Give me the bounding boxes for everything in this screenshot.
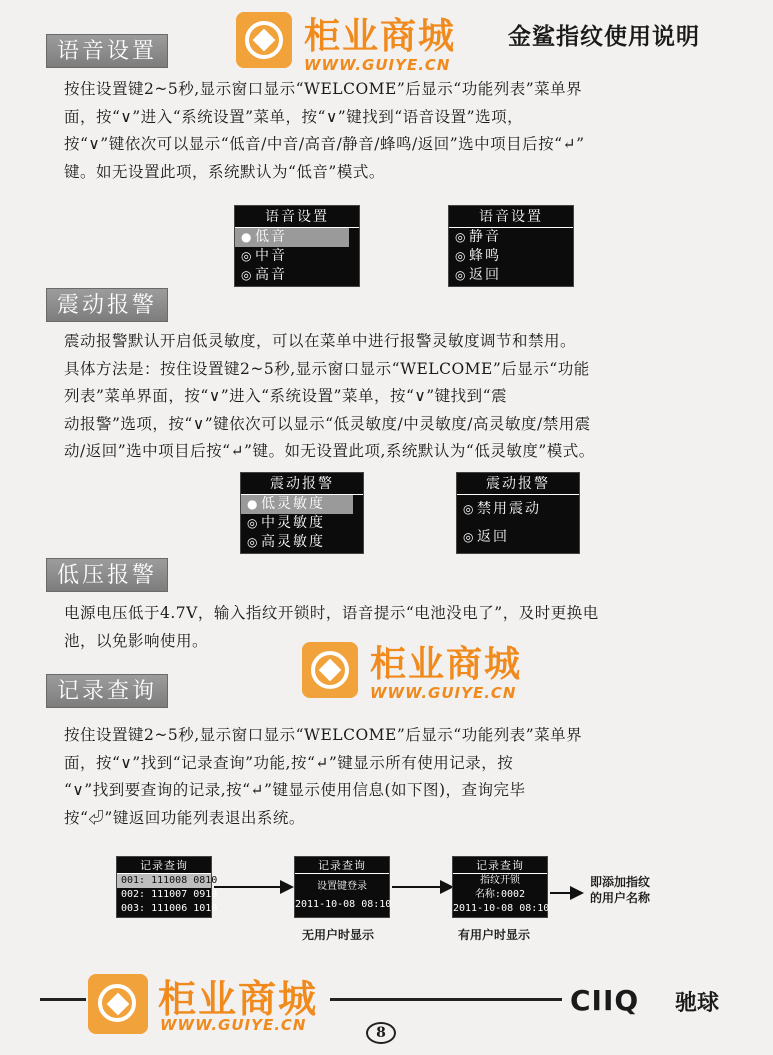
lcd-title: 震动报警 [241,473,363,495]
arrow-right-icon [280,880,294,894]
radio-circle-icon: ◎ [241,249,254,263]
caption-with-user: 有用户时显示 [458,928,531,942]
lcd-title: 记录查询 [453,857,547,874]
bottom-rule-left [40,998,86,1001]
document-title: 金鲨指纹使用说明 [508,24,700,50]
text-line: 按住设置键2~5秒,显示窗口显示“WELCOME”后显示“功能列表”菜单界 [64,80,583,98]
bottom-logo-emblem-icon [88,974,148,1034]
text-line: 动报警”选项，按“∨”键依次可以显示“低灵敏度/中灵敏度/高灵敏度/禁用震 [64,414,591,433]
lcd-item: ◎ 中音 [241,248,287,264]
radio-circle-icon: ◎ [247,535,260,549]
paragraph-voice [64,76,729,186]
text-line: 面，按“∨”找到“记录查询”功能,按“↵”键显示所有使用记录，按 [64,753,514,772]
top-watermark-logo [236,6,476,82]
lcd-title: 语音设置 [235,206,359,228]
lcd-item: ◎ 返回 [455,267,501,283]
radio-circle-icon: ◎ [455,230,468,244]
text-line: “∨”找到要查询的记录,按“↵”键显示使用信息(如下图)，查询完毕 [64,781,526,799]
paragraph-records [64,722,729,832]
lcd-item: ◎ 中灵敏度 [247,515,325,531]
bottom-logo-url: WWW.GUIYE.CN [160,1016,307,1034]
bottom-rule-right [330,998,562,1001]
text-line: 池，以免影响使用。 [64,631,209,650]
text-line: 按住设置键2~5秒,显示窗口显示“WELCOME”后显示“功能列表”菜单界 [64,726,583,744]
lcd-title: 记录查询 [117,857,211,874]
lcd-line: 2011-10-08 08:10 [453,903,550,914]
bottom-logo-name: 柜业商城 [158,977,319,1021]
lcd-line: 名称:0002 [474,889,526,900]
text-line: 按“∨”键依次可以显示“低音/中音/高音/静音/蜂鸣/返回”选中项目后按“↵” [64,135,585,153]
paragraph-vibration [64,328,729,466]
lcd-item: ◎ 高灵敏度 [247,534,325,550]
lcd-title: 震动报警 [457,473,579,495]
mid-logo-name: 柜业商城 [370,644,523,685]
text-line: 列表”菜单界面，按“∨”进入“系统设置”菜单，按“∨”键找到“震 [64,387,508,405]
radio-circle-icon: ◎ [241,268,254,282]
arrow-line [392,886,442,888]
lcd-item: ◎ 禁用震动 [457,495,579,523]
lcd-item: ◎ 静音 [455,229,501,245]
lcd-item: ◎ 高音 [241,267,287,283]
mid-logo-emblem-icon [302,642,358,698]
lcd-line: 指纹开锁 [480,875,520,886]
lcd-record-no-user [294,856,390,918]
lcd-line: 设置键登录 [317,881,367,892]
lcd-line: 2011-10-08 08:10 [295,899,392,910]
arrow-right-icon [570,886,584,900]
lcd-item: ◎ 返回 [457,523,579,551]
section-heading-records: 记录查询 [46,674,168,708]
radio-circle-icon: ◎ [247,516,260,530]
logo-url: WWW.GUIYE.CN [304,56,451,74]
text-line: 电源电压低于4.7V，输入指纹开锁时，语音提示“电池没电了”，及时更换电 [64,604,599,622]
section-heading-low-voltage: 低压报警 [46,558,168,592]
logo-emblem-icon [236,12,292,68]
lcd-item: ◎ 蜂鸣 [455,248,501,264]
user-name-note: 即添加指纹 的用户名称 [590,875,651,905]
lcd-item-selected: ● 低音 [235,228,349,247]
arrow-line [214,886,282,888]
text-line: 动/返回”选中项目后按“↵”键。如无设置此项,系统默认为“低灵敏度”模式。 [64,442,595,460]
record-row: 003: 111006 1010 [121,903,218,914]
section-heading-vibration: 震动报警 [46,288,168,322]
radio-circle-icon: ◎ [455,249,468,263]
logo-name: 柜业商城 [304,16,457,57]
radio-circle-icon: ◎ [455,268,468,282]
filled-circle-icon: ● [241,230,254,244]
lcd-menu-vibration-a [240,472,364,554]
text-line: 键。如无设置此项，系统默认为“低音”模式。 [64,162,385,181]
record-row: 001: 111008 0810 [117,874,211,888]
lcd-item-selected: ● 低灵敏度 [241,495,353,514]
caption-no-user: 无用户时显示 [302,928,375,942]
brand-name: 驰球 [675,991,720,1016]
text-line: 具体方法是：按住设置键2~5秒,显示窗口显示“WELCOME”后显示“功能 [64,359,590,378]
text-line: 面，按“∨”进入“系统设置”菜单，按“∨”键找到“语音设置”选项， [64,107,524,126]
filled-circle-icon: ● [247,497,260,511]
lcd-menu-vibration-b [456,472,580,554]
lcd-record-with-user [452,856,548,918]
lcd-menu-voice-a [234,205,360,287]
lcd-record-list [116,856,218,918]
text-line: 震动报警默认开启低灵敏度，可以在菜单中进行报警灵敏度调节和禁用。 [64,332,577,350]
radio-circle-icon: ◎ [463,502,476,516]
radio-circle-icon: ◎ [463,530,476,544]
brand-logo-mark: CIIQ [570,984,640,1017]
lcd-title: 语音设置 [449,206,573,228]
section-heading-voice: 语音设置 [46,34,168,68]
lcd-title: 记录查询 [295,857,389,874]
mid-logo-url: WWW.GUIYE.CN [370,684,517,702]
record-row: 002: 111007 0910 [121,889,218,900]
page-number: 8 [366,1022,396,1044]
arrow-line [550,892,572,894]
lcd-menu-voice-b [448,205,574,287]
text-line: 按“⏎”键返回功能列表退出系统。 [64,808,305,827]
